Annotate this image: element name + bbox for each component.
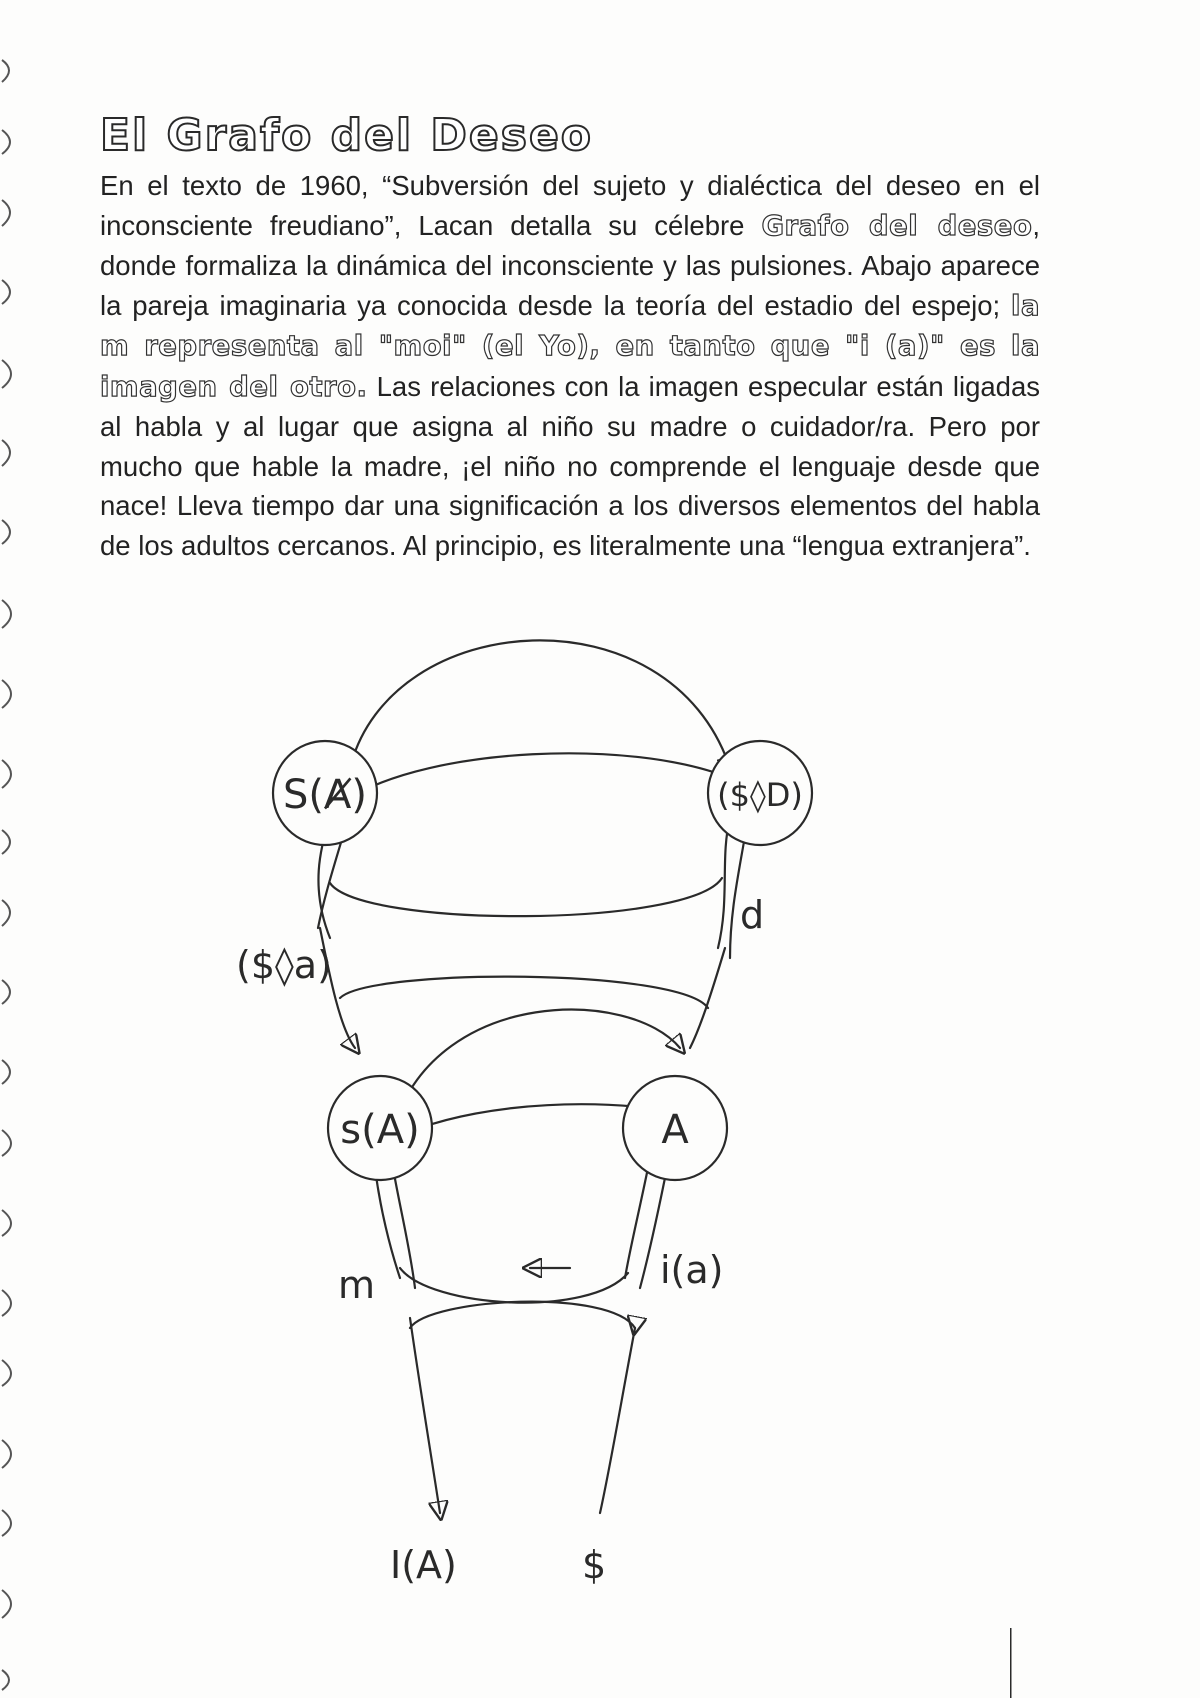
- paragraph-part-2: , donde formaliza la dinámica del inconsciente y las pulsiones. Abajo aparece la pareja imaginaria ya conocida desde la teoría del estadio del espejo;: [100, 209, 1040, 321]
- lower-crossbar-top: [400, 1268, 628, 1303]
- upper-outer-arc: [350, 640, 730, 768]
- node-top-right: [708, 741, 812, 845]
- highlight-term: Grafo del deseo: [761, 209, 1033, 242]
- body-paragraph: [100, 166, 1040, 565]
- upper-inner-arc: [350, 753, 730, 798]
- label-bottom-left: I(A): [390, 1543, 457, 1587]
- descending-line-m: [410, 1318, 440, 1513]
- label-right-middle: d: [740, 893, 765, 937]
- upper-crossbar-bottom: [340, 977, 708, 1008]
- label-right-lower: i(a): [660, 1248, 724, 1292]
- node-bottom-right: [623, 1076, 727, 1180]
- lower-inner-arc: [395, 1104, 650, 1138]
- paragraph-part-3: Las relaciones con la imagen especular están ligadas al habla y al lugar que asigna al niño su madre o cuidador/ra. Pero por mucho que hable la madre, ¡el niño no comprende el lenguaje desde que nace! Lleva tiempo dar una significación a los diversos elementos del habla de los adultos cercanos. Al principio, es literalmente una “lengua extranjera”.: [100, 370, 1041, 561]
- node-top-left-label: S(Ⱥ): [283, 772, 367, 818]
- page-title: El Grafo del Deseo: [100, 110, 594, 161]
- label-left-lower: m: [338, 1263, 376, 1307]
- node-top-left: [273, 741, 377, 845]
- upper-crossbar-top: [330, 878, 722, 916]
- node-bottom-left: [328, 1076, 432, 1180]
- lower-crossbar-bottom: [410, 1302, 635, 1328]
- right-upper-stem: [718, 818, 730, 948]
- node-bottom-right-label: A: [661, 1107, 689, 1153]
- label-bottom-right: $: [582, 1543, 607, 1587]
- page-corner-mark: [1010, 1620, 1200, 1698]
- paragraph-part-1: En el texto de 1960, “Subversión del sujeto y dialéctica del deseo en el inconsciente freudiano”, Lacan detalla su célebre: [100, 170, 1040, 241]
- ascending-line-s: [600, 1328, 635, 1513]
- node-top-right-label: ($◊D): [717, 776, 803, 814]
- spiral-binding: [0, 0, 32, 1698]
- handwritten-note: la m representa al "moi" (el Yo), en tanto que "i (a)" es la imagen del otro.: [100, 289, 1040, 403]
- node-bottom-left-label: s(A): [340, 1107, 420, 1153]
- text-block: [100, 110, 1040, 565]
- label-left-middle: ($◊a): [236, 943, 332, 987]
- graph-of-desire-diagram: [230, 628, 950, 1688]
